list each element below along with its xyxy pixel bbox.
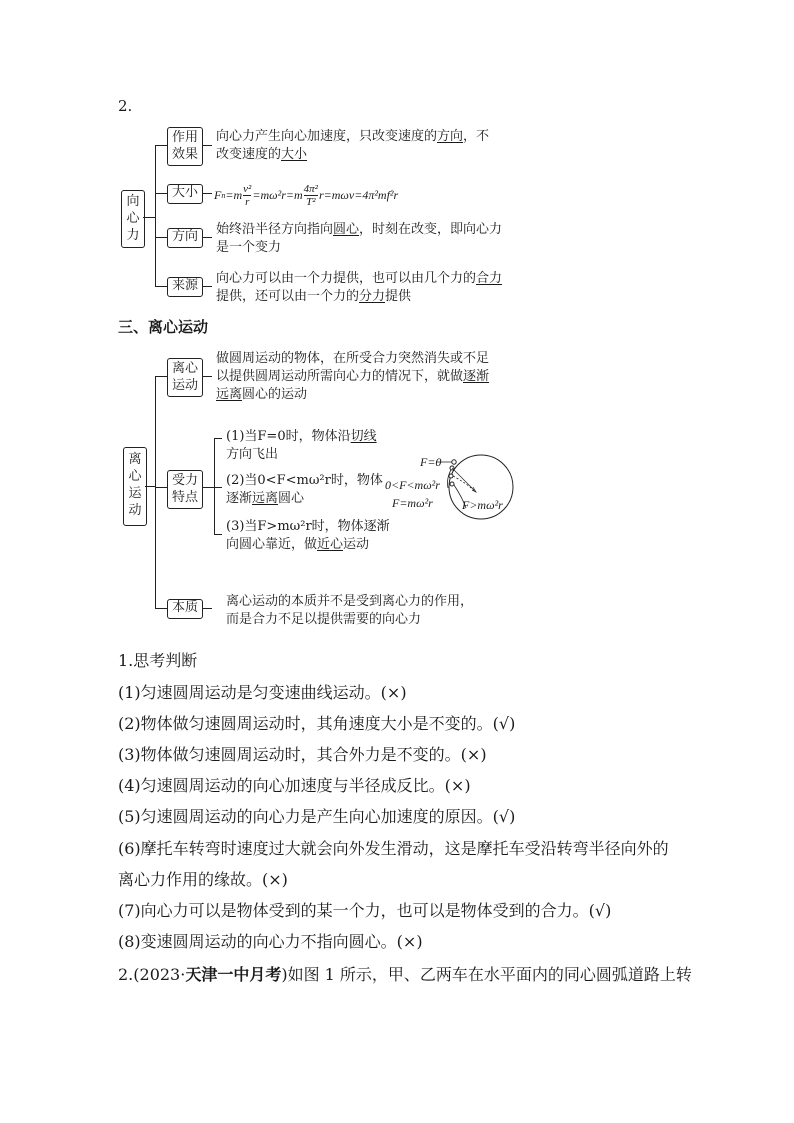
judge-item-1: (1)匀速圆周运动是匀变速曲线运动。(×) xyxy=(118,683,407,702)
connector-line xyxy=(214,534,222,535)
root-box-centrifugal xyxy=(123,447,147,526)
judge-item-8: (8)变速圆周运动的向心力不指向圆心。(×) xyxy=(118,932,423,951)
connector-line xyxy=(155,608,167,609)
essence-line-1: 离心运动的本质并不是受到离心力的作用， xyxy=(226,594,474,609)
fraction: $\frac{\text{v²}}{r}$ xyxy=(243,182,252,208)
force-item-2-line-2: 逐渐远离圆心 xyxy=(226,491,305,506)
direction-line-2: 是一个变力 xyxy=(216,240,282,255)
judge-item-7: (7)向心力可以是物体受到的某一个力，也可以是物体受到的合力。(√) xyxy=(118,901,612,920)
connector-line xyxy=(214,487,222,488)
branch-box-source xyxy=(167,277,203,297)
connector-line xyxy=(155,376,167,377)
connector-line xyxy=(202,608,212,609)
object-dot xyxy=(450,482,454,486)
judge-item-5: (5)匀速圆周运动的向心力是产生向心加速度的原因。(√) xyxy=(118,807,516,826)
connector-line xyxy=(155,487,167,488)
connector-line xyxy=(155,237,167,238)
force-item-3-line-2: 向圆心靠近，做近心运动 xyxy=(226,537,370,552)
connector-line xyxy=(145,486,155,487)
connector-line xyxy=(155,145,167,146)
connector-line xyxy=(155,193,167,194)
root-box-centripetal-force xyxy=(121,190,145,248)
branch-label: 方向 xyxy=(171,229,198,244)
magnitude-formula: F n =m $\frac{\text{v²}}{r}$ =mω²r=m 4π² T² r=mωv=4π²mf²r xyxy=(214,182,399,208)
branch-label: 本质 xyxy=(171,600,198,615)
judge-item-6-cont: 离心力作用的缘故。(×) xyxy=(118,870,288,889)
label-f-less: 0<F<mω²r xyxy=(385,478,440,492)
effect-line-2: 改变速度的大小 xyxy=(216,147,308,162)
effect-line-1: 向心力产生向心加速度，只改变速度的方向，不 xyxy=(216,129,490,144)
connector-line xyxy=(202,193,212,194)
source-line-1: 向心力可以由一个力提供，也可以由几个力的合力 xyxy=(216,271,503,286)
branch-box-magnitude xyxy=(167,184,203,204)
label-f-zero: F=0 xyxy=(420,455,442,469)
inward-path xyxy=(453,476,476,492)
connector-line xyxy=(214,438,222,439)
connector-line xyxy=(143,217,155,218)
question-2: 2.(2023·天津一中月考)如图 1 所示，甲、乙两车在水平面内的同心圆弧道路上转 xyxy=(118,965,692,984)
fraction: 4π² T² xyxy=(303,182,318,208)
branch-label: 受力特点 xyxy=(171,473,198,505)
root-label: 离心运动 xyxy=(128,452,142,518)
section-number: 2. xyxy=(118,97,133,115)
object-dot xyxy=(452,460,456,464)
judge-item-6: (6)摩托车转弯时速度过大就会向外发生滑动，这是摩托车受沿转弯半径向外的 xyxy=(118,839,669,858)
judge-item-4: (4)匀速圆周运动的向心加速度与半径成反比。(×) xyxy=(118,776,471,795)
arrow-head xyxy=(472,487,476,492)
connector-line xyxy=(202,487,214,488)
judge-title: 1.思考判断 xyxy=(118,651,198,670)
object-dot xyxy=(449,474,453,478)
definition-line-3: 远离圆心的运动 xyxy=(216,387,308,402)
definition-line-2: 以提供圆周运动所需向心力的情况下，就做逐渐 xyxy=(216,369,490,384)
section-heading: 三、离心运动 xyxy=(118,318,209,336)
force-item-1: (1)当F=0时，物体沿切线 xyxy=(226,429,377,444)
label-f-equal: F=mω²r xyxy=(392,496,433,510)
branch-box-effect xyxy=(167,127,203,166)
branch-box-definition xyxy=(167,358,203,397)
force-item-1-line-2: 方向飞出 xyxy=(226,447,279,462)
connector-trunk xyxy=(155,145,156,287)
judge-item-3: (3)物体做匀速圆周运动时，其合外力是不变的。(×) xyxy=(118,745,487,764)
root-label: 向心力 xyxy=(126,194,140,243)
judge-item-2: (2)物体做匀速圆周运动时，其角速度大小是不变的。(√) xyxy=(118,714,516,733)
connector-line xyxy=(155,286,167,287)
branch-box-force-features xyxy=(167,470,203,509)
source-line-2: 提供，还可以由一个力的分力提供 xyxy=(216,289,412,304)
connector-line xyxy=(202,237,212,238)
connector-line xyxy=(202,286,212,287)
essence-line-2: 而是合力不足以提供需要的向心力 xyxy=(226,612,422,627)
force-item-3: (3)当F>mω²r时，物体逐渐 xyxy=(226,519,390,534)
branch-box-essence xyxy=(167,599,203,619)
direction-line-1: 始终沿半径方向指向圆心，时刻在改变，即向心力 xyxy=(216,222,503,237)
branch-box-direction xyxy=(167,228,203,248)
definition-line-1: 做圆周运动的物体，在所受合力突然消失或不足 xyxy=(216,351,490,366)
branch-label: 来源 xyxy=(171,278,198,293)
branch-label: 作用效果 xyxy=(171,130,198,162)
force-item-2: (2)当0<F<mω²r时，物体 xyxy=(226,473,383,488)
branch-label: 大小 xyxy=(171,185,198,200)
branch-label: 离心运动 xyxy=(171,361,198,393)
connector-line xyxy=(202,376,212,377)
label-f-greater: F>mω²r xyxy=(462,498,503,512)
connector-trunk xyxy=(155,376,156,609)
connector-line xyxy=(202,145,212,146)
